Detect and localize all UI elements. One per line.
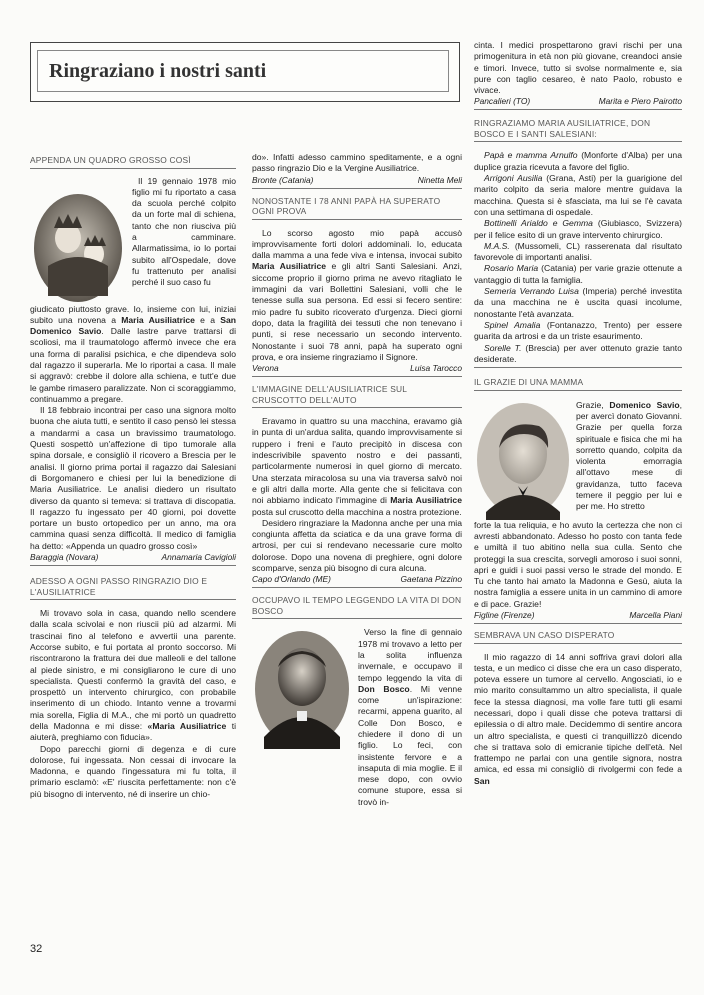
thanks-item-name: Bottinelli Arialdo e Gemma bbox=[484, 218, 593, 229]
paragraph-1b bbox=[30, 304, 236, 406]
thanks-item-name: Semeria Verrando Luisa bbox=[484, 286, 579, 297]
heading-adesso: ADESSO A OGNI PASSO RINGRAZIO DIO E L'AUSILIATRICE bbox=[30, 576, 208, 597]
thanks-item-text: (Giubiasco, Svizzera) per il felice esito di un grave intervento chirurgico. bbox=[474, 218, 682, 240]
signature-c3-0 bbox=[474, 96, 682, 107]
text-span: Verso la fine di gennaio 1978 mi trovavo a letto per la solita influenza invernale, e occupavo il tempo leggendo la vita di bbox=[358, 627, 462, 683]
don-bosco-image-slot bbox=[252, 627, 352, 749]
madonna-ausiliatrice-image bbox=[30, 176, 126, 304]
thanks-item bbox=[474, 218, 682, 241]
divider bbox=[474, 623, 682, 624]
signature-place: Baraggia (Novara) bbox=[30, 552, 99, 563]
thanks-item bbox=[474, 241, 682, 264]
thanks-item-text: (Grana, Asti) per la guarigione del marito colpito da seria malore mentre guidava la macchina. Questa si è sfasciata, ma lui se l'è cavata con una settimana di ospedale. bbox=[474, 173, 683, 217]
paragraph-4: Dopo parecchi giorni di degenza e di cure dolorose, fui ingessata. Non cessai di invocare la Madonna, e quando l'ingessatura mi fu tolta, il primario esclamò: «E' riuscita perfettamente: non c'è più bisogno di intervento, né di inserire un chio- bbox=[30, 743, 236, 799]
bold-name: Maria Ausiliatrice bbox=[121, 314, 195, 325]
thanks-item-name: Arrigoni Ausilia bbox=[484, 173, 543, 184]
madonna-image-slot bbox=[30, 176, 126, 304]
text-span: Lo scorso agosto mio papà accusò improvvisamente forti dolori addominali. Io, educata dalla mamma a una fede viva e intensa, invocai subito bbox=[252, 227, 462, 261]
thanks-item-name: Sorelle T. bbox=[484, 342, 522, 353]
signature-place: Capo d'Orlando (ME) bbox=[252, 574, 331, 585]
divider bbox=[252, 587, 462, 588]
text-span: giudicato piuttosto grave. Io, insieme con lui, iniziai subito una novena a bbox=[30, 303, 236, 325]
bold-name: «Maria Ausiliatrice bbox=[147, 721, 227, 731]
text-span: e gli altri Santi Salesiani. Anzi, siccome proprio il giorno prima ne avevo ritagliato le immagini da vari Bollettini Salesiani, volli che le tenesse sulla sua persona. Ed essi si fecero sentire: mio padre fu subito ricoverato d'urgenza. Dieci giorni dopo, data la fragilità dei tessuti che non tenevano i punti, si rese necessario un secondo intervento. Nonostante i suoi 78 anni, papà ha superato ogni prova, e ora insieme ringraziamo il Signore. bbox=[252, 261, 462, 362]
heading-sembrava: SEMBRAVA UN CASO DISPERATO bbox=[474, 630, 615, 640]
divider bbox=[252, 219, 462, 220]
bold-name: Maria Ausiliatrice bbox=[390, 495, 462, 506]
page-number: 32 bbox=[30, 943, 43, 955]
thanks-item-text: (Imperia) perché investita da una macchina ne è uscita quasi incolume, nonostante l'età avanzata. bbox=[474, 286, 682, 319]
paragraph-c3-0: cinta. I medici prospettarono gravi rischi per una primogenitura in età non più giovane, creandoci ansie e timori. Invece, tutto si svolse normalmente e, sia pure con taglio cesareo, è nato Paolo, robusto e vivace. bbox=[474, 40, 682, 96]
text-span: , per avercì donato Giovanni. Grazie per quella forza spirituale e fisica che mi ha sorretto quando, colpita da violenta emorragia all'ottavo mese di gravidanza, tutto faceva temere il peggio per lui e per me. Ho stretto bbox=[576, 399, 682, 512]
thanks-item-text: (Fontanazzo, Trento) per essere guarita da artrosi e da un triste esaurimento. bbox=[474, 319, 682, 342]
paragraph-c2-1 bbox=[252, 228, 462, 364]
text-span: ti aiuterà, preghiamo con fiducia». bbox=[30, 721, 236, 743]
divider bbox=[252, 407, 462, 408]
paragraph-c3-1b: forte la tua reliquia, e ho avuto la certezza che non ci avresti abbandonato. Adesso ho posto con tanta fede e umiltà il tuo abitino nella sua culla. Sento che proteggi la sua crescita, sorvegli amoroso i suoi sonni, apri e guidi i suoi passi verso le strade del mondo. E Tu che tanto hai amato la Madonna e Gesù, aiuta la nostra famiglia a essere unita in un cammino di amore e di pace. Grazie! bbox=[474, 519, 682, 609]
heading-occupavo: OCCUPAVO IL TEMPO LEGGENDO LA VITA DI DON BOSCO bbox=[252, 595, 462, 616]
signature-name: Gaetana Pizzino bbox=[400, 574, 462, 585]
don-bosco-portrait-image bbox=[252, 627, 352, 749]
signature-c2-0 bbox=[252, 175, 462, 186]
divider bbox=[474, 367, 682, 368]
divider bbox=[474, 109, 682, 110]
divider bbox=[474, 643, 682, 644]
divider bbox=[252, 188, 462, 189]
column-1 bbox=[30, 155, 236, 800]
text-span: Mi trovavo sola in casa, quando nello scendere dalla scala scivolai e non riuscii più ad alzarmi. Mi trascinai fino al telefono e avvertii una parente. Accorse subito, e fui portata al pronto soccorso. Mi riscontrarono la frattura dei due malleoli e del tallone al piede sinistro, e mi consigliarono le cure di uno specialista. Questi confermò la gravità del caso, e prospettò un intervento chirurgico, con probabile inserimento di un chiodo. Intanto venne a trovarmi mia sorella, Figlia di M.A., che mi portò un quadretto della Madonna e mi disse: bbox=[30, 608, 236, 731]
signature-name: Marcella Piani bbox=[629, 610, 682, 620]
bold-name: San Domenico Savio bbox=[30, 314, 236, 337]
domenico-savio-image-slot bbox=[474, 400, 572, 520]
signature-place: Bronte (Catania) bbox=[252, 174, 314, 185]
divider bbox=[252, 376, 462, 377]
signature-c2-1 bbox=[252, 363, 462, 374]
divider bbox=[30, 565, 236, 566]
bold-name: Don Bosco bbox=[358, 683, 410, 694]
signature-place: Verona bbox=[252, 363, 279, 374]
paragraph-c2-4a bbox=[358, 627, 462, 808]
heading-nonostante: NONOSTANTE I 78 ANNI PAPÀ HA SUPERATO OGNI PROVA bbox=[252, 195, 441, 217]
text-span: e a bbox=[194, 314, 221, 325]
paragraph-3 bbox=[30, 608, 236, 744]
divider bbox=[474, 141, 682, 142]
heading-appenda: APPENDA UN QUADRO GROSSO COSÌ bbox=[30, 155, 191, 165]
thanks-item-text: (Monforte d'Alba) per una duplice grazia ricevuta a favore del figlio. bbox=[474, 150, 682, 172]
thanks-list bbox=[474, 150, 682, 365]
thanks-item-text: (Catania) per varie grazie ottenute a vantaggio di tutta la famiglia. bbox=[474, 263, 682, 285]
text-span: posta sul cruscotto della macchina a nostra protezione. bbox=[252, 506, 462, 517]
heading-immagine: L'IMMAGINE DELL'AUSILIATRICE SUL CRUSCOTTO DELL'AUTO bbox=[252, 384, 407, 405]
bold-name: Domenico Savio bbox=[609, 399, 680, 410]
thanks-item bbox=[474, 173, 682, 218]
signature-name: Luisa Tarocco bbox=[410, 363, 462, 374]
text-span: Grazie, bbox=[576, 399, 610, 410]
text-span: Eravamo in quattro su una macchina, eravamo già in punta di un'ardua salita, quando improvvisamente si ruppero i freni e l'auto precipitò in discesa con indescrivibile spavento nostro e dei passanti, particolarmente numerosi in quel giorno di mercato. Una sterzata miracolosa su una via traversa salvò noi e gli altri dalla morte. Alla gente che si felicitava con noi abbiamo indicato l'immagine di bbox=[252, 416, 462, 506]
paragraph-c2-3: Desidero ringraziare la Madonna anche per una mia congiunta affetta da sciatica e da una grave forma di artrosi, per cui si rendevano necessarie cure molto dolorose. Dopo una novena di preghiere, ogni dolore scomparve, senza più bisogno di cura alcuna. bbox=[252, 517, 462, 574]
heading-grazie-mamma: IL GRAZIE DI UNA MAMMA bbox=[474, 377, 584, 388]
divider bbox=[30, 168, 236, 169]
bold-name: San bbox=[474, 775, 490, 786]
thanks-item-text: (Brescia) per aver ottenuto grazie tanto desiderate. bbox=[474, 342, 682, 364]
paragraph-c3-2 bbox=[474, 652, 682, 788]
signature-place: Figline (Firenze) bbox=[474, 610, 535, 620]
thanks-item bbox=[474, 286, 682, 320]
thanks-item bbox=[474, 343, 682, 366]
paragraph-c2-2 bbox=[252, 416, 462, 518]
thanks-item-text: (Mussomeli, CL) rasserenata dal risultato favorevole di importanti analisi. bbox=[474, 240, 682, 263]
thanks-item-name: Papà e mamma Arnulfo bbox=[484, 150, 578, 161]
heading-ringraziamo: RINGRAZIAMO MARIA AUSILIATRICE, DON BOSCO E I SANTI SALESIANI: bbox=[474, 118, 651, 139]
divider bbox=[252, 618, 462, 619]
text-span: Il mio ragazzo di 14 anni soffriva gravi dolori alla testa, e un medico ci disse che era un caso disperato, poteva essere un tumore al cervello. Angosciati, io e mio marito consultammo un altro specialista, il quale fece la stessa diagnosi, ma volle fare tutti gli esami necessari, dopo i quali disse che poteva trattarsi di epilessia o di altro male. Decidemmo di sentire ancora un altro specialista, e questi ci tranquillizzò dicendo che si trattava solo di emicranie tipiche dell'età. Nel frattempo ne parlai con una gentile signora, nostra amica, ed essa mi consigliò di rivolgermi con fede a bbox=[474, 651, 682, 775]
text-span: . Mi venne come un'ispirazione: recarmi, appena guarito, al Colle Don Bosco, e chiedere il dono di un figlio. Lo feci, con insistente fervore e a insaputa di mia moglie. E il mese dopo, con ovvio comune stupore, essa si trovò in- bbox=[358, 683, 462, 807]
signature-place: Pancalieri (TO) bbox=[474, 96, 531, 107]
signature-c3-1 bbox=[474, 610, 682, 621]
signature-name: Marita e Piero Pairotto bbox=[598, 96, 682, 107]
thanks-item-name: M.A.S. bbox=[484, 240, 510, 251]
title-box bbox=[30, 42, 460, 102]
divider bbox=[30, 599, 236, 600]
signature-c2-3 bbox=[252, 574, 462, 585]
signature-name: Ninetta Meli bbox=[417, 174, 462, 185]
thanks-item bbox=[474, 263, 682, 286]
bold-name: Maria Ausiliatrice bbox=[252, 261, 327, 272]
signature-name: Annamaria Cavigioli bbox=[161, 552, 236, 563]
divider bbox=[474, 390, 682, 391]
thanks-item bbox=[474, 150, 682, 173]
page-title: Ringraziano i nostri santi bbox=[49, 60, 267, 82]
text-span: . Dalle lastre parve trattarsi di scoliosi, ma il traumatologo affermò invece che era una forma di paralisi psichica, e che dipendeva solo dal ragazzo il superarla. Me lo riportai a casa. Il male si aggravò: crebbe il dolore alla schiena, e tutt'e due le gambe rimasero paralizzate. Non ci scoraggiammo, continuammo a pregare. bbox=[30, 326, 236, 404]
paragraph-c2-0: do». Infatti adesso cammino speditamente, e a ogni passo ringrazio Dio e la Vergine Ausiliatrice. bbox=[252, 152, 462, 174]
paragraph-c3-1a bbox=[576, 400, 682, 520]
column-2 bbox=[252, 152, 462, 808]
thanks-item-name: Spinel Amalia bbox=[484, 319, 541, 330]
domenico-savio-portrait-image bbox=[474, 400, 572, 520]
paragraph-1a: Il 19 gennaio 1978 mio figlio mi fu riportato a casa da scuola perché colpito da un forte mal di schiena, tanto che non riusciva più a camminare. Allarmatissima, io lo portai subito all'Ospedale, dove fu trattenuto per analisi perché il suo caso fu bbox=[132, 175, 236, 288]
thanks-item-name: Rosario Maria bbox=[484, 263, 539, 274]
thanks-item bbox=[474, 320, 682, 343]
paragraph-2: Il 18 febbraio incontrai per caso una signora molto buona che aiuta tutti, e sentito il caso pensò lei stessa a mandarmi a casa un bravissimo traumatologo. Questi sospettò un'affezione di tipo tumorale alla spina dorsale, e consigliò il ricovero a Brescia per le analisi. Il giorno prima portai il ragazzo dai Salesiani di Borgomanero e chiesi per lui la benedizione di Maria Ausiliatrice. Le analisi diedero un risultato diverso da quanto si temeva: si trattava di discopatia. Il ragazzo fu ingessato per 40 giorni, poi dovette portare un busto ortopedico per un anno, ma ora cammina quasi senza difficoltà. Il medico di famiglia ha detto: «Appenda un quadro grosso così» bbox=[30, 405, 236, 551]
column-3 bbox=[474, 40, 682, 787]
signature-1 bbox=[30, 552, 236, 563]
